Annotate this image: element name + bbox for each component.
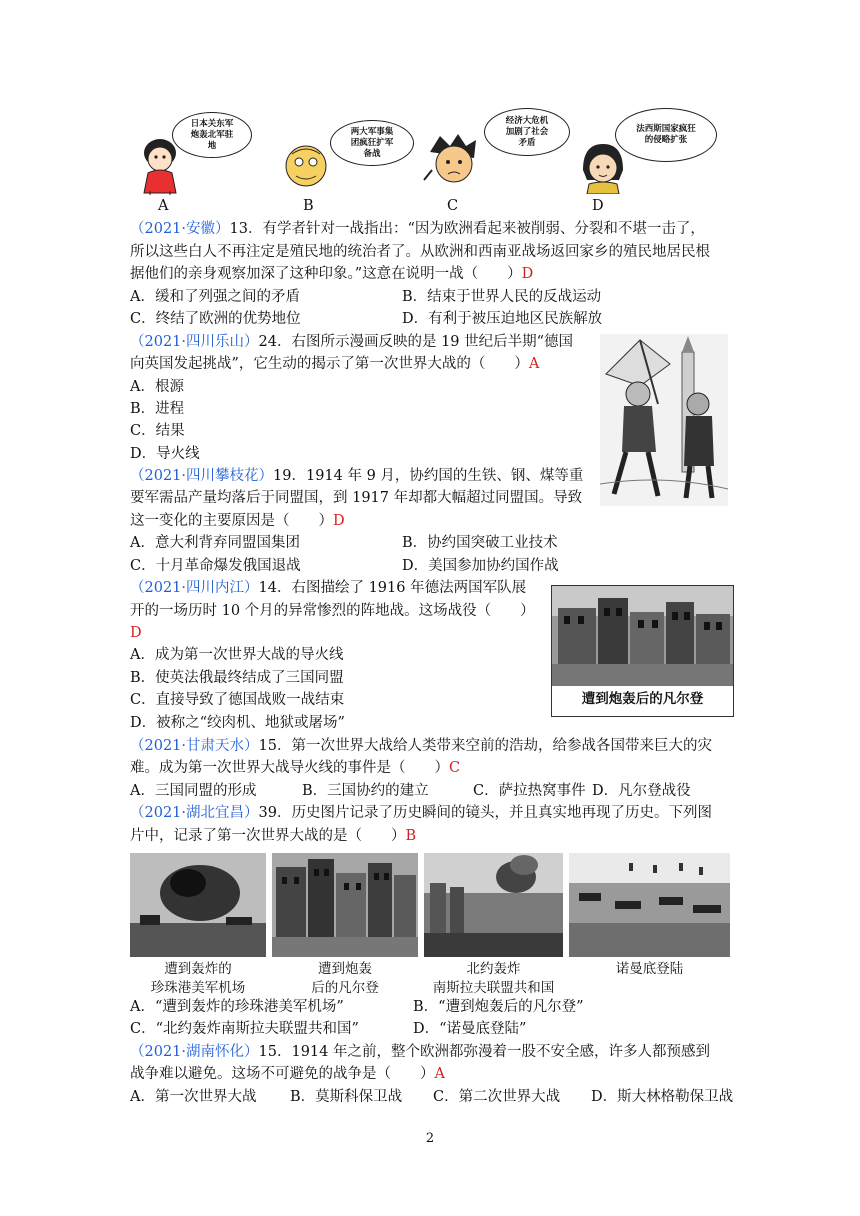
option-d: D．导火线: [130, 446, 200, 462]
sailor-cartoon-image: [600, 334, 728, 506]
option-d: D．凡尔登战役: [592, 783, 691, 799]
question-source: （2021·四川内江）: [130, 580, 259, 596]
question-text: 24．右图所示漫画反映的是 19 世纪后半期“德国: [258, 334, 574, 350]
option-a: A．第一次世界大战: [130, 1089, 257, 1105]
question-text: 战争难以避免。这场不可避免的战争是（ ）: [130, 1066, 435, 1082]
question-source: （2021·安徽）: [130, 221, 230, 237]
question-text: 15．1914 年之前，整个欧洲都弥漫着一股不安全感，许多人都预感到: [258, 1044, 710, 1060]
photo-caption: 遭到炮轰 后的凡尔登: [311, 961, 379, 996]
option-a: A．成为第一次世界大战的导火线: [130, 647, 344, 663]
option-c: C．萨拉热窝事件: [473, 783, 586, 799]
answer-mark: D: [333, 513, 345, 529]
verdun-photo-frame: [551, 585, 734, 717]
option-d: D．有利于被压迫地区民族解放: [402, 311, 603, 327]
question-text: 14．右图描绘了 1916 年德法两国军队展: [258, 580, 527, 596]
boy-cartoon-icon: [420, 130, 484, 194]
photo-caption: 诺曼底登陆: [615, 961, 684, 977]
answer-mark: B: [405, 828, 417, 844]
speech-bubble-b: 两大军事集团疯狂扩军备战: [330, 120, 414, 166]
option-c: C．第二次世界大战: [433, 1089, 561, 1105]
photo-caption: 北约轰炸 南斯拉夫联盟共和国: [432, 961, 555, 996]
option-c: C．十月革命爆发俄国退战: [130, 558, 301, 574]
speech-bubble-a: 日本关东军炮轰北军驻地: [172, 112, 252, 158]
cartoon-letter-a: A: [158, 198, 169, 214]
question-text: 据他们的亲身观察加深了这种印象。”这意在说明一战（ ）: [130, 266, 522, 282]
normandy-landing-photo: [569, 853, 730, 957]
cartoon-letter-c: C: [447, 198, 459, 214]
option-b: B．结束于世界人民的反战运动: [402, 289, 602, 305]
question-text: 15．第一次世界大战给人类带来空前的浩劫，给参战各国带来巨大的灾: [258, 738, 712, 754]
option-b: B．协约国突破工业技术: [402, 535, 558, 551]
question-text: 39．历史图片记录了历史瞬间的镜头，并且真实地再现了历史。下列图: [258, 805, 712, 821]
question-text: 要军需品产量均落后于同盟国，到 1917 年却都大幅超过同盟国。导致: [130, 490, 583, 506]
option-a: A．“遭到轰炸的珍珠港美军机场”: [130, 999, 344, 1015]
answer-mark: C: [449, 760, 461, 776]
question-text: 13．有学者针对一战指出：“因为欧洲看起来被削弱、分裂和不堪一击了，: [229, 221, 705, 237]
verdun-photo: [272, 853, 418, 957]
option-a: A．根源: [130, 379, 184, 395]
question-text: 这一变化的主要原因是（ ）: [130, 513, 333, 529]
question-text: 难。成为第一次世界大战导火线的事件是（ ）: [130, 760, 449, 776]
option-c: C．结果: [130, 423, 185, 439]
page-number: 2: [425, 1131, 435, 1146]
question-source: （2021·湖北宜昌）: [130, 805, 259, 821]
option-b: B．莫斯科保卫战: [290, 1089, 403, 1105]
question-text: 19．1914 年 9 月，协约国的生铁、钢、煤等重: [273, 468, 584, 484]
option-a: A．意大利背弃同盟国集团: [130, 535, 300, 551]
speech-bubble-d: 法西斯国家疯狂的侵略扩张: [615, 108, 717, 162]
answer-mark: D: [521, 266, 534, 282]
question-text: 片中，记录了第一次世界大战的是（ ）: [130, 828, 406, 844]
option-a: A．三国同盟的形成: [130, 783, 257, 799]
cartoon-letter-b: B: [303, 198, 314, 214]
option-d: D．美国参加协约国作战: [402, 558, 559, 574]
verdun-ruins-image: [552, 586, 733, 686]
option-b: B．进程: [130, 401, 185, 417]
answer-mark: A: [434, 1066, 445, 1082]
option-c: C．终结了欧洲的优势地位: [130, 311, 301, 327]
question-text: 向英国发起挑战”，它生动的揭示了第一次世界大战的（ ）: [130, 356, 529, 372]
pearl-harbor-photo: [130, 853, 266, 957]
option-a: A．缓和了列强之间的矛盾: [130, 289, 300, 305]
option-b: B．使英法俄最终结成了三国同盟: [130, 670, 344, 686]
option-c: C．“北约轰炸南斯拉夫联盟共和国”: [130, 1021, 359, 1037]
option-b: B．三国协约的建立: [302, 783, 429, 799]
answer-mark: D: [130, 625, 142, 641]
question-text: 所以这些白人不再注定是殖民地的统治者了。从欧洲和西南亚战场返回家乡的殖民地居民根: [130, 244, 710, 260]
question-source: （2021·四川攀枝花）: [130, 468, 274, 484]
option-b: B．“遭到炮轰后的凡尔登”: [413, 999, 584, 1015]
photo-caption: 遭到轰炸的 珍珠港美军机场: [150, 961, 246, 996]
photo-caption: 遭到炮轰后的凡尔登: [581, 691, 704, 707]
cartoon-letter-d: D: [592, 198, 604, 214]
option-c: C．直接导致了德国战败一战结束: [130, 692, 345, 708]
old-man-cartoon-icon: [280, 142, 332, 192]
speech-bubble-c: 经济大危机加剧了社会矛盾: [484, 108, 570, 156]
question-source: （2021·湖南怀化）: [130, 1044, 259, 1060]
option-d: D．斯大林格勒保卫战: [591, 1089, 734, 1105]
option-d: D．被称之“绞肉机、地狱或屠场”: [130, 715, 345, 731]
question-text: 开的一场历时 10 个月的异常惨烈的阵地战。这场战役（ ）: [130, 603, 535, 619]
question-source: （2021·四川乐山）: [130, 334, 259, 350]
option-d: D．“诺曼底登陆”: [413, 1021, 527, 1037]
nato-bombing-photo: [424, 853, 563, 957]
answer-mark: A: [528, 356, 540, 372]
question-source: （2021·甘肃天水）: [130, 738, 259, 754]
